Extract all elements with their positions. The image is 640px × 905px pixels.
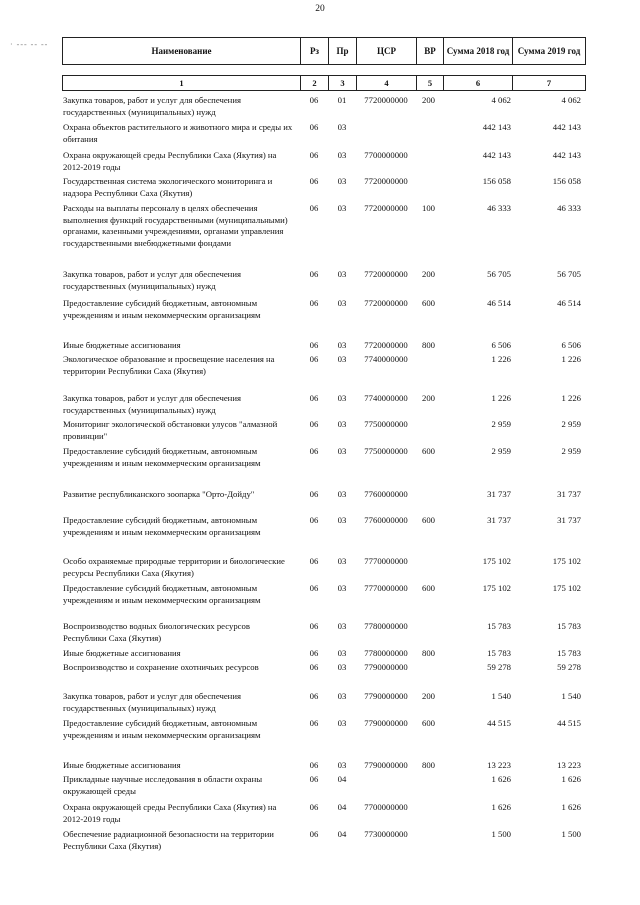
row-sum-2018: 1 540 [491,691,511,701]
row-sum-2019: 15 783 [557,648,581,658]
row-csr: 7720000000 [364,269,408,279]
header-vr: ВР [417,38,444,64]
row-pr: 03 [337,760,347,770]
row-rz: 06 [309,419,319,429]
row-name: Иные бюджетные ассигнования [63,648,181,658]
row-csr: 7700000000 [364,802,408,812]
row-sum-2018: 46 514 [487,298,511,308]
row-rz: 06 [309,95,319,105]
row-pr: 03 [337,556,347,566]
row-sum-2019: 13 223 [557,760,581,770]
row-sum-2018: 13 223 [487,760,511,770]
row-vr: 200 [421,269,436,279]
row-sum-2018: 442 143 [482,150,511,160]
row-pr: 03 [337,662,347,672]
row-csr: 7730000000 [364,829,408,839]
row-vr: 100 [421,203,436,213]
row-pr: 03 [337,446,347,456]
row-sum-2019: 1 226 [561,393,581,403]
row-rz: 06 [309,829,319,839]
row-csr: 7720000000 [364,340,408,350]
row-sum-2019: 175 102 [552,556,581,566]
row-sum-2018: 156 058 [482,176,511,186]
column-number: 7 [546,78,552,88]
row-sum-2019: 2 959 [561,446,581,456]
header-sum-2018: Сумма 2018 год [444,38,513,64]
row-sum-2019: 175 102 [552,583,581,593]
row-pr: 03 [337,515,347,525]
row-sum-2018: 6 506 [491,340,511,350]
row-sum-2019: 44 515 [557,718,581,728]
row-name: Иные бюджетные ассигнования [63,760,181,770]
row-csr: 7700000000 [364,150,408,160]
row-pr: 03 [337,203,347,213]
row-csr: 7720000000 [364,298,408,308]
row-sum-2019: 46 514 [557,298,581,308]
row-csr: 7780000000 [364,648,408,658]
row-rz: 06 [309,648,319,658]
row-sum-2019: 6 506 [561,340,581,350]
header-name: Наименование [63,38,301,64]
row-pr: 03 [337,419,347,429]
row-name: Воспроизводство и сохранение охотничьих ресурсов [63,662,259,672]
row-vr: 200 [421,691,436,701]
row-rz: 06 [309,621,319,631]
row-vr: 800 [421,340,436,350]
row-rz: 06 [309,269,319,279]
row-name: Закупка товаров, работ и услуг для обеспечения государственных (муниципальных) нужд [63,691,241,713]
row-vr: 200 [421,95,436,105]
row-csr: 7790000000 [364,691,408,701]
row-rz: 06 [309,691,319,701]
row-sum-2019: 31 737 [557,489,581,499]
row-sum-2018: 175 102 [482,556,511,566]
row-name: Прикладные научные исследования в области охраны окружающей среды [63,774,263,796]
row-name: Охрана окружающей среды Республики Саха (Якутия) на 2012-2019 годы [63,150,277,172]
row-sum-2018: 2 959 [491,419,511,429]
page-number: 20 [315,4,325,14]
row-pr: 03 [337,340,347,350]
header-pr: Пр [329,38,357,64]
row-name: Охрана объектов растительного и животного мира и среды их обитания [63,122,293,144]
row-sum-2019: 59 278 [557,662,581,672]
row-sum-2018: 1 226 [491,354,511,364]
row-csr: 7790000000 [364,760,408,770]
column-number: 3 [329,76,357,90]
row-sum-2018: 15 783 [487,648,511,658]
row-csr: 7750000000 [364,446,408,456]
row-rz: 06 [309,150,319,160]
row-name: Мониторинг экологической обстановки улусов "алмазной провинции" [63,419,278,441]
row-rz: 06 [309,760,319,770]
row-csr: 7760000000 [364,515,408,525]
row-pr: 03 [337,298,347,308]
row-rz: 06 [309,662,319,672]
row-name: Охрана окружающей среды Республики Саха (Якутия) на 2012-2019 годы [63,802,277,824]
row-sum-2019: 1 626 [561,802,581,812]
row-rz: 06 [309,489,319,499]
row-rz: 06 [309,556,319,566]
row-sum-2018: 59 278 [487,662,511,672]
row-vr: 600 [421,446,436,456]
row-rz: 06 [309,354,319,364]
row-name: Предоставление субсидий бюджетным, автономным учреждениям и иным некоммерческим организациям [63,446,261,468]
row-name: Экологическое образование и просвещение населения на территории Республики Саха (Якутия) [63,354,275,376]
row-sum-2018: 1 626 [491,802,511,812]
row-sum-2019: 4 062 [561,95,581,105]
row-sum-2018: 1 626 [491,774,511,784]
row-vr: 800 [421,760,436,770]
row-sum-2018: 46 333 [487,203,511,213]
row-sum-2019: 442 143 [552,150,581,160]
row-name: Закупка товаров, работ и услуг для обеспечения государственных (муниципальных) нужд [63,95,241,117]
row-sum-2018: 44 515 [487,718,511,728]
row-name: Закупка товаров, работ и услуг для обеспечения государственных (муниципальных) нужд [63,269,241,291]
row-sum-2019: 31 737 [557,515,581,525]
column-number: 1 [63,76,301,90]
row-csr: 7740000000 [364,393,408,403]
row-pr: 03 [337,150,347,160]
row-csr: 7720000000 [364,203,408,213]
row-sum-2019: 2 959 [561,419,581,429]
row-name: Развитие республиканского зоопарка "Орто-Дойду" [63,489,255,499]
row-rz: 06 [309,203,319,213]
row-rz: 06 [309,393,319,403]
row-pr: 03 [337,718,347,728]
row-sum-2018: 2 959 [491,446,511,456]
row-sum-2019: 1 500 [561,829,581,839]
column-number: 6 [444,76,513,90]
row-csr: 7720000000 [364,95,408,105]
row-rz: 06 [309,298,319,308]
column-number: 4 [357,76,417,90]
row-sum-2019: 46 333 [557,203,581,213]
row-sum-2019: 56 705 [557,269,581,279]
row-pr: 03 [337,122,347,132]
column-number: 2 [301,76,329,90]
row-rz: 06 [309,446,319,456]
row-pr: 04 [337,802,347,812]
row-pr: 03 [337,489,347,499]
scan-artifact-mark: · ‐‐‐ ‐‐ ‐‐ [10,40,49,49]
row-rz: 06 [309,718,319,728]
row-name: Иные бюджетные ассигнования [63,340,181,350]
row-name: Особо охраняемые природные территории и биологические ресурсы Республики Саха (Якутия) [63,556,285,578]
row-sum-2018: 175 102 [482,583,511,593]
row-name: Обеспечение радиационной безопасности на территории Республики Саха (Якутия) [63,829,274,851]
row-rz: 06 [309,340,319,350]
row-rz: 06 [309,122,319,132]
row-name: Предоставление субсидий бюджетным, автономным учреждениям и иным некоммерческим организациям [63,583,261,605]
row-csr: 7770000000 [364,583,408,593]
row-pr: 01 [337,95,347,105]
row-sum-2018: 31 737 [487,515,511,525]
row-name: Расходы на выплаты персоналу в целях обеспечения выполнения функций государственными (муниципальными) органами, казенными учреждениями, органами управления государственными внебюджетными фондами [63,203,288,248]
row-vr: 600 [421,718,436,728]
row-rz: 06 [309,802,319,812]
row-csr: 7760000000 [364,489,408,499]
row-pr: 03 [337,354,347,364]
row-sum-2019: 156 058 [552,176,581,186]
row-name: Предоставление субсидий бюджетным, автономным учреждениям и иным некоммерческим организациям [63,298,261,320]
row-sum-2018: 31 737 [487,489,511,499]
row-sum-2018: 15 783 [487,621,511,631]
row-pr: 03 [337,583,347,593]
column-number: 5 [417,76,444,90]
row-pr: 03 [337,269,347,279]
row-pr: 03 [337,621,347,631]
row-sum-2018: 56 705 [487,269,511,279]
row-rz: 06 [309,176,319,186]
row-pr: 03 [337,176,347,186]
row-sum-2019: 1 626 [561,774,581,784]
row-pr: 03 [337,393,347,403]
row-sum-2019: 15 783 [557,621,581,631]
row-csr: 7790000000 [364,662,408,672]
row-csr: 7790000000 [364,718,408,728]
row-name: Воспроизводство водных биологических ресурсов Республики Саха (Якутия) [63,621,250,643]
row-sum-2019: 442 143 [552,122,581,132]
row-name: Предоставление субсидий бюджетным, автономным учреждениям и иным некоммерческим организациям [63,515,261,537]
row-sum-2018: 1 226 [491,393,511,403]
row-sum-2018: 4 062 [491,95,511,105]
row-name: Закупка товаров, работ и услуг для обеспечения государственных (муниципальных) нужд [63,393,241,415]
row-pr: 03 [337,648,347,658]
row-rz: 06 [309,774,319,784]
row-vr: 600 [421,515,436,525]
row-name: Государственная система экологического мониторинга и надзора Республики Саха (Якутия) [63,176,273,198]
row-csr: 7750000000 [364,419,408,429]
row-rz: 06 [309,583,319,593]
row-csr: 7740000000 [364,354,408,364]
row-vr: 200 [421,393,436,403]
row-csr: 7720000000 [364,176,408,186]
row-sum-2018: 1 500 [491,829,511,839]
header-csr: ЦСР [357,38,417,64]
header-rz: Рз [301,38,329,64]
row-name: Предоставление субсидий бюджетным, автономным учреждениям и иным некоммерческим организациям [63,718,261,740]
row-vr: 600 [421,298,436,308]
header-sum-2019: Сумма 2019 год [517,46,581,56]
row-sum-2019: 1 226 [561,354,581,364]
row-rz: 06 [309,515,319,525]
row-csr: 7770000000 [364,556,408,566]
row-vr: 600 [421,583,436,593]
row-sum-2019: 1 540 [561,691,581,701]
row-pr: 04 [337,774,347,784]
row-pr: 04 [337,829,347,839]
row-pr: 03 [337,691,347,701]
row-vr: 800 [421,648,436,658]
row-csr: 7780000000 [364,621,408,631]
row-sum-2018: 442 143 [482,122,511,132]
